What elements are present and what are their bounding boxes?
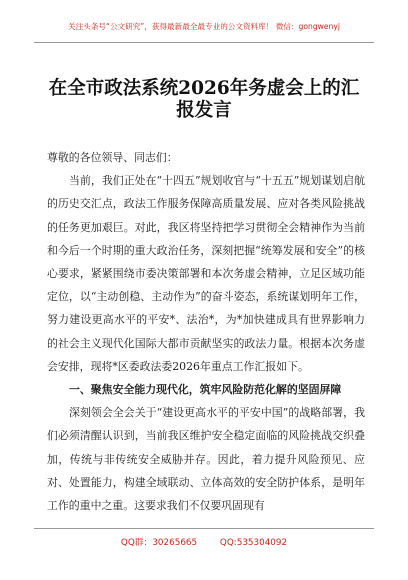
footer-contacts xyxy=(0,535,408,548)
header-divider xyxy=(34,42,374,43)
salutation: 尊敬的各位领导、同志们： xyxy=(47,151,178,164)
paragraph-section-1: 深刻领会全会关于“建设更高水平的平安中国”的战略部署，我们必须清醒认识到，当前我区维护安全稳定面临的风险挑战交织叠加，传统与非传统安全威胁并存。因此，着力提升风险预见、应对、处置能力，构建全域联动、立体高效的安全防护体系，是明年工作的重中之重。这要求我们不仅要巩固现有 xyxy=(47,406,365,513)
paragraph-intro: 当前，我们正处在“十四五”规划收官与“十五五”规划谋划启航的历史交汇点，政法工作服务保障高质量发展、应对各类风险挑战的任务更加艰巨。对此，我区将坚持把学习贯彻全会精神作为当前和今后一个时期的重大政治任务，深刻把握“统筹发展和安全”的核心要求，紧紧围绕市委决策部署和本次务虚会精神，立足区域功能定位，以“主动创稳、主动作为”的奋斗姿态，系统谋划明年工作，努力建设更高水平的平安*、法治*，为*加快建成具有世界影响力的社会主义现代化国际大都市贡献坚实的政法力量。根据本次务虚会安排，现将*区委政法委2026年重点工作汇报如下。 xyxy=(47,174,365,373)
document-body xyxy=(47,146,365,517)
footer-divider xyxy=(34,528,374,529)
footer-qq-group: QQ群：30265665 xyxy=(120,538,198,548)
section-heading-1: 一、聚焦安全能力现代化，筑牢风险防范化解的坚固屏障 xyxy=(69,383,342,397)
header-banner: 关注头条号“公文研究”，获得最新最全最专业的公文资料库！ 微信：gongwenyj xyxy=(68,22,340,31)
document-title: 在全市政法系统2026年务虚会上的汇报发言 xyxy=(48,78,360,121)
footer-qq: QQ:535304092 xyxy=(219,538,288,548)
